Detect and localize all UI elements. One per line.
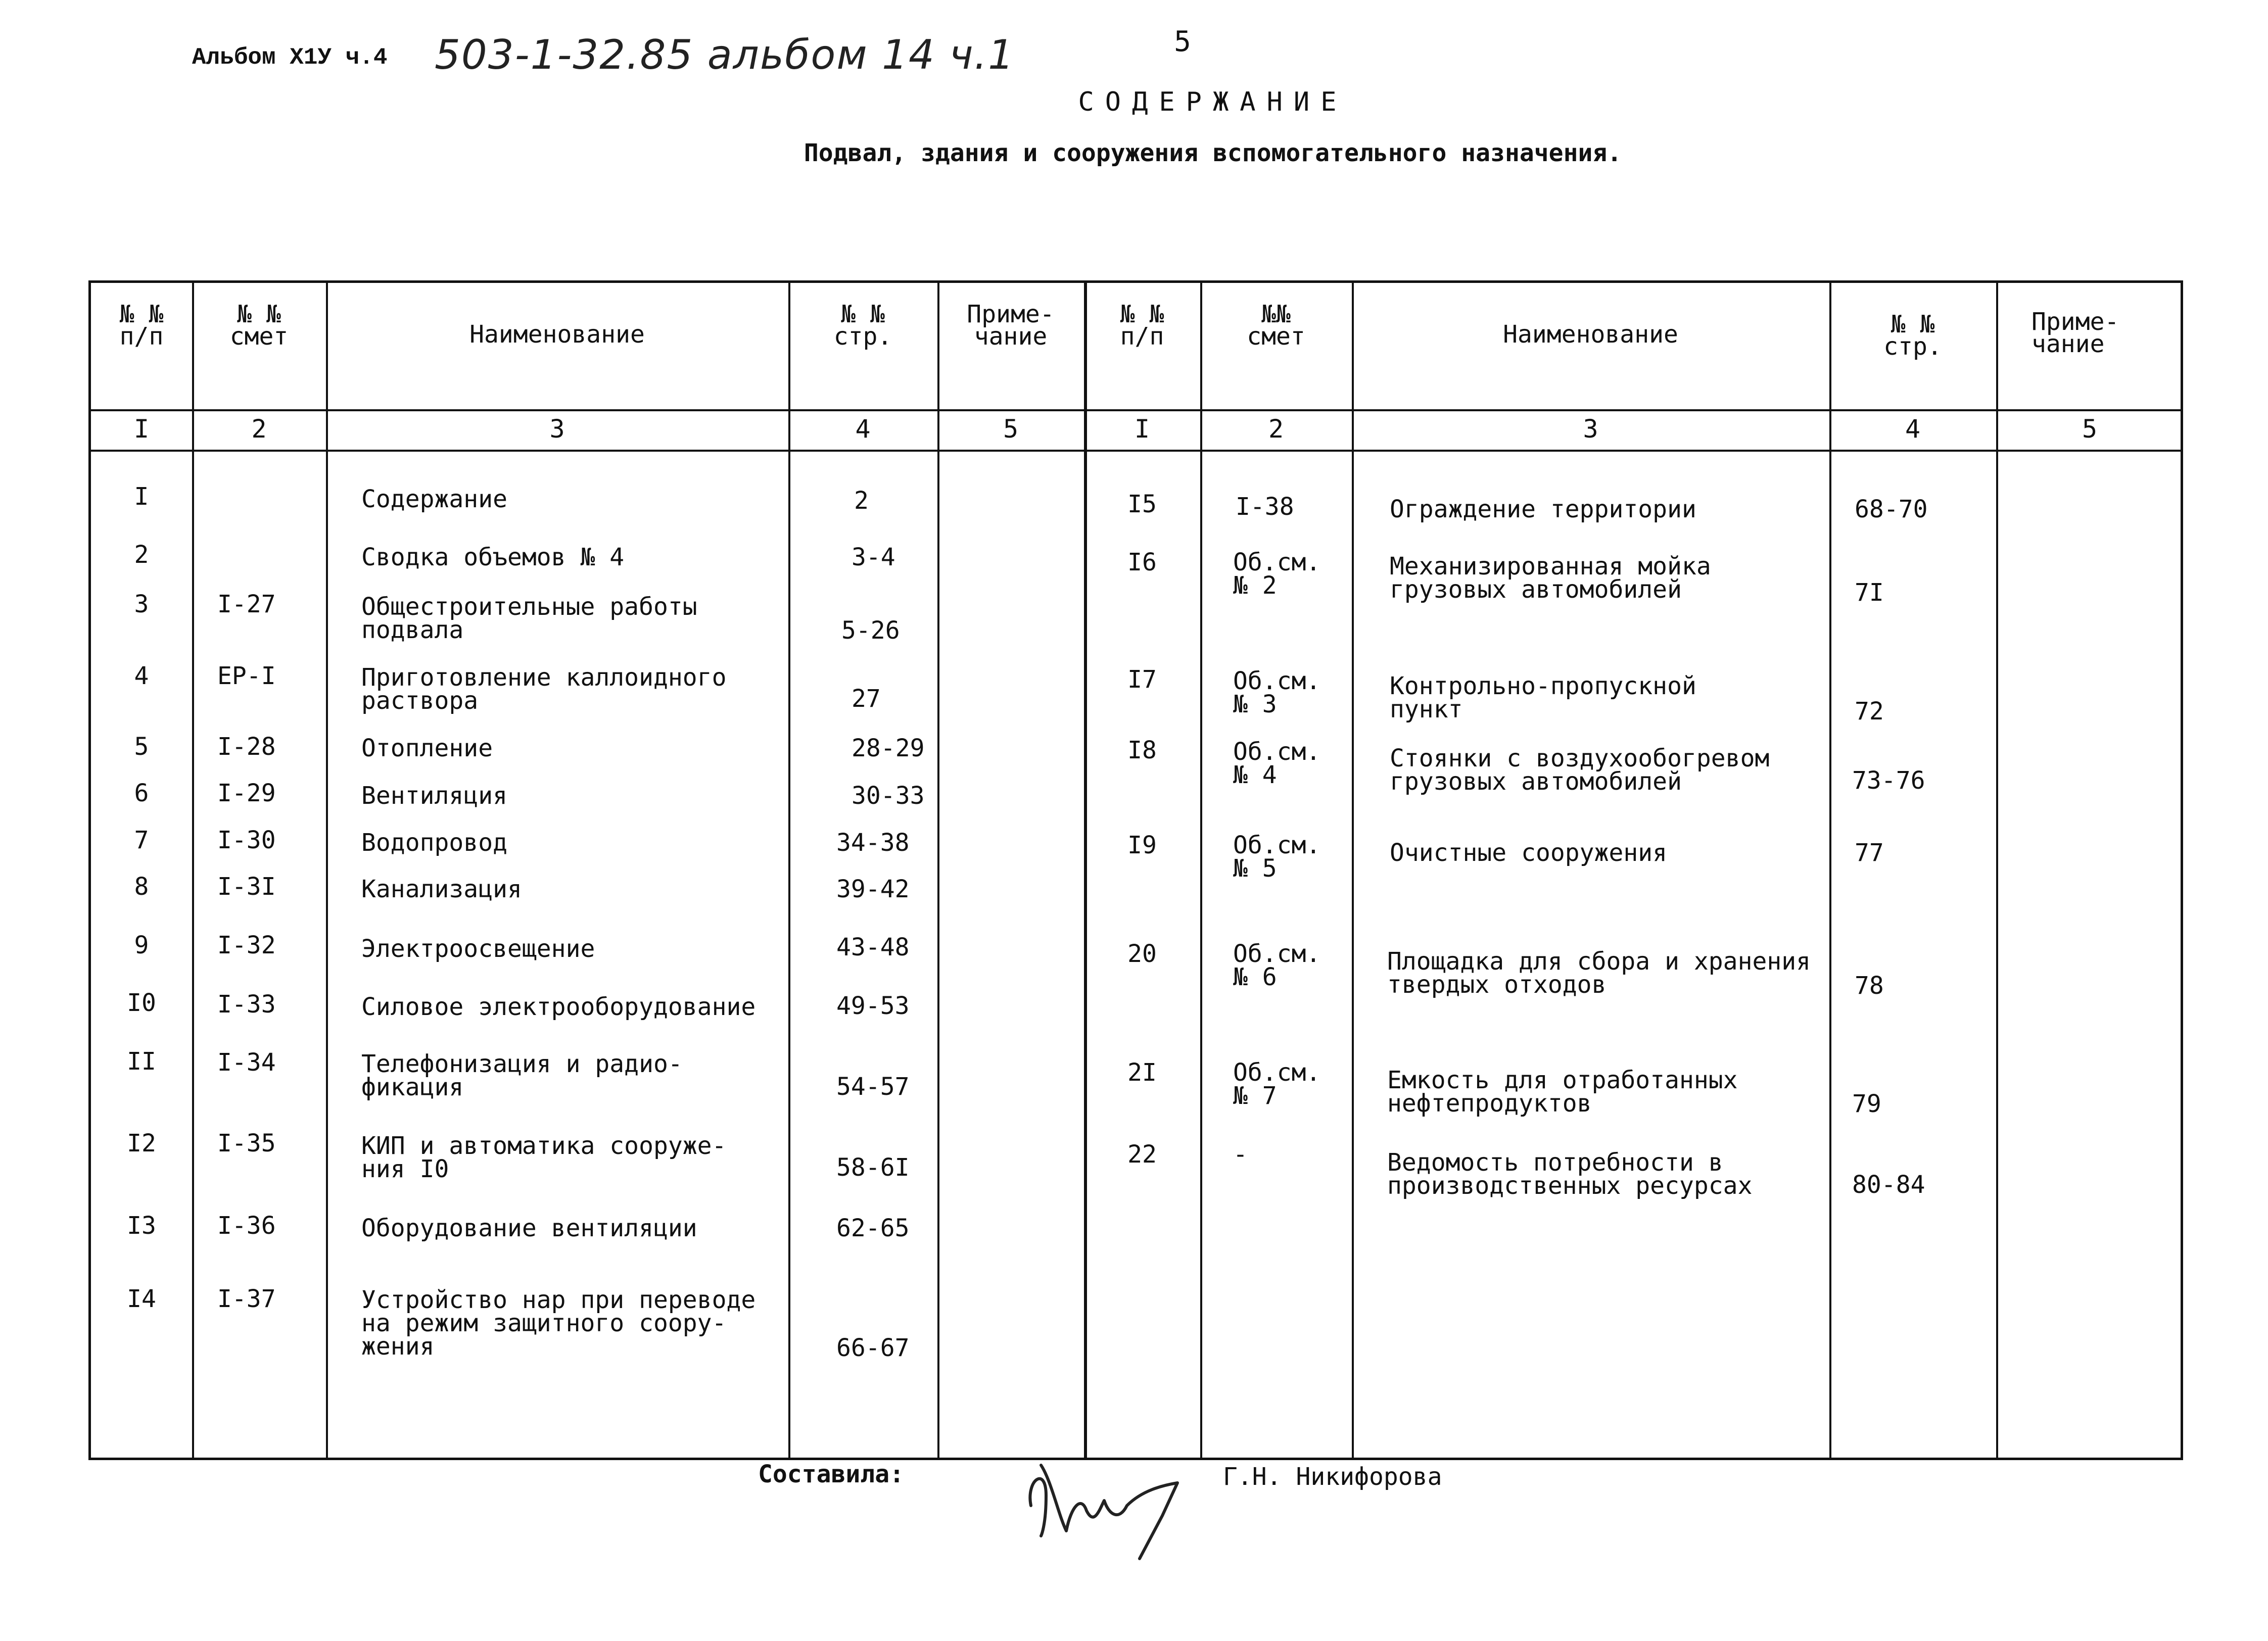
- right-row-name: Механизированная мойка грузовых автомобилей: [1390, 552, 1711, 604]
- right-row-smet: -: [1233, 1140, 1248, 1169]
- header-left-name: Наименование: [469, 320, 645, 349]
- album-reference: Альбом Х1У ч.4: [192, 44, 388, 71]
- left-row-pages: 54-57: [836, 1073, 910, 1101]
- left-row-name: Оборудование вентиляции: [361, 1214, 697, 1242]
- left-row-smet: I-37: [217, 1285, 276, 1313]
- left-row-name: Отопление: [361, 734, 493, 762]
- left-row-name: Содержание: [361, 485, 507, 513]
- compiler-name: Г.Н. Никифорова: [1223, 1463, 1442, 1491]
- left-row-smet: I-29: [217, 779, 276, 807]
- left-row-pages: 58-6I: [836, 1153, 910, 1182]
- left-row-num: I4: [127, 1285, 156, 1313]
- left-row-smet: I-36: [217, 1212, 276, 1240]
- left-row-pages: 62-65: [836, 1214, 910, 1242]
- left-row-num: I: [134, 482, 149, 511]
- left-row-num: I0: [127, 989, 156, 1017]
- left-row-num: 2: [134, 541, 149, 569]
- left-row-name: КИП и автоматика сооруже- ния I0: [361, 1132, 727, 1183]
- column-number: 3: [549, 414, 565, 444]
- right-row-smet: I-38: [1236, 493, 1294, 521]
- right-row-pages: 78: [1855, 972, 1884, 1000]
- header-left-smet: № № смет: [229, 300, 289, 351]
- right-row-smet: Об.см. № 5: [1233, 831, 1321, 883]
- left-row-smet: I-32: [217, 931, 276, 959]
- left-row-name: Водопровод: [361, 829, 507, 857]
- left-row-smet: I-33: [217, 990, 276, 1019]
- left-row-num: 5: [134, 733, 149, 761]
- header-right-note: Приме- чание: [2031, 308, 2119, 358]
- left-row-smet: I-34: [217, 1048, 276, 1077]
- right-row-smet: Об.см. № 2: [1233, 548, 1321, 600]
- column-number: 2: [1268, 414, 1284, 444]
- header-left-note: Приме- чание: [967, 300, 1055, 351]
- left-row-num: II: [127, 1047, 156, 1076]
- right-row-smet: Об.см. № 4: [1233, 738, 1321, 789]
- left-row-num: 6: [134, 779, 149, 807]
- left-row-num: I3: [127, 1212, 156, 1240]
- compiled-by-label: Составила:: [758, 1460, 904, 1488]
- right-row-num: 22: [1127, 1140, 1157, 1169]
- left-row-name: Сводка объемов № 4: [361, 543, 625, 571]
- right-row-num: I9: [1127, 831, 1157, 859]
- left-row-name: Приготовление каллоидного раствора: [361, 663, 727, 715]
- left-row-name: Силовое электрооборудование: [361, 993, 756, 1021]
- right-row-name: Контрольно-пропускной пункт: [1390, 672, 1696, 723]
- handwritten-reference: 503-1-32.85 альбом 14 ч.1: [435, 31, 1015, 78]
- right-row-smet: Об.см. № 7: [1233, 1058, 1321, 1110]
- left-row-pages: 66-67: [836, 1334, 910, 1362]
- document-subtitle: Подвал, здания и сооружения вспомогательного назначения.: [804, 139, 1622, 167]
- column-number: 3: [1583, 414, 1598, 444]
- header-right-pages: № № стр.: [1883, 310, 1942, 361]
- right-row-name: Ведомость потребности в производственных ресурсах: [1387, 1148, 1753, 1200]
- left-row-num: I2: [127, 1129, 156, 1157]
- right-row-smet: Об.см. № 6: [1233, 940, 1321, 991]
- right-row-pages: 77: [1855, 839, 1884, 867]
- right-row-name: Емкость для отработанных нефтепродуктов: [1387, 1066, 1738, 1118]
- right-row-pages: 68-70: [1855, 495, 1928, 523]
- left-row-pages: 39-42: [836, 875, 910, 903]
- column-number: 4: [855, 414, 871, 444]
- page-number: 5: [1174, 25, 1191, 58]
- right-row-pages: 7I: [1855, 578, 1884, 607]
- left-row-pages: 34-38: [836, 829, 910, 857]
- left-row-name: Электроосвещение: [361, 935, 595, 963]
- left-row-name: Устройство нар при переводе на режим защитного соору- жения: [361, 1286, 756, 1361]
- left-row-name: Телефонизация и радио- фикация: [361, 1050, 683, 1101]
- header-right-smet: №№ смет: [1247, 300, 1305, 351]
- left-row-pages: 43-48: [836, 933, 910, 961]
- right-row-num: I8: [1127, 736, 1157, 764]
- right-row-num: 2I: [1127, 1058, 1157, 1087]
- left-row-num: 9: [134, 931, 149, 959]
- left-row-num: 7: [134, 826, 149, 854]
- document-title: СОДЕРЖАНИЕ: [1078, 87, 1348, 117]
- right-row-pages: 72: [1855, 697, 1884, 726]
- signature: [1011, 1435, 1203, 1568]
- header-left-pages: № № стр.: [833, 300, 892, 351]
- left-row-pages: 3-4: [852, 543, 895, 571]
- right-row-pages: 80-84: [1852, 1171, 1925, 1199]
- header-right-num: № № п/п: [1120, 300, 1164, 351]
- left-row-pages: 5-26: [841, 616, 900, 645]
- right-row-num: I7: [1127, 665, 1157, 694]
- left-row-smet: I-35: [217, 1129, 276, 1157]
- right-row-name: Стоянки с воздухообогревом грузовых автомобилей: [1390, 744, 1770, 796]
- column-number: I: [1134, 414, 1150, 444]
- left-row-name: Вентиляция: [361, 782, 507, 810]
- left-row-pages: 49-53: [836, 992, 910, 1020]
- left-row-smet: I-30: [217, 826, 276, 854]
- left-row-smet: I-28: [217, 733, 276, 761]
- right-row-pages: 73-76: [1852, 766, 1925, 795]
- left-row-num: 4: [134, 662, 149, 690]
- right-row-name: Ограждение территории: [1390, 495, 1696, 523]
- left-row-pages: 30-33: [852, 782, 925, 810]
- contents-table: [88, 280, 2183, 1460]
- left-row-smet: I-3I: [217, 873, 276, 901]
- left-row-num: 8: [134, 873, 149, 901]
- left-row-smet: ЕР-I: [217, 662, 276, 690]
- column-number: 5: [1003, 414, 1019, 444]
- right-row-smet: Об.см. № 3: [1233, 667, 1321, 718]
- column-number: 2: [251, 414, 267, 444]
- header-right-name: Наименование: [1503, 320, 1678, 349]
- left-row-num: 3: [134, 590, 149, 618]
- right-row-num: I6: [1127, 548, 1157, 576]
- left-row-pages: 2: [854, 487, 869, 515]
- right-row-num: I5: [1127, 490, 1157, 518]
- right-row-pages: 79: [1852, 1090, 1881, 1118]
- header-left-num: № № п/п: [119, 300, 164, 351]
- left-row-pages: 28-29: [852, 734, 925, 762]
- right-row-name: Площадка для сбора и хранения твердых отходов: [1387, 947, 1811, 999]
- column-number: I: [133, 414, 150, 444]
- right-row-name: Очистные сооружения: [1390, 839, 1668, 867]
- right-row-num: 20: [1127, 940, 1157, 968]
- left-row-name: Общестроительные работы подвала: [361, 593, 697, 644]
- left-row-pages: 27: [852, 685, 881, 713]
- left-row-name: Канализация: [361, 875, 522, 903]
- column-number: 5: [2082, 414, 2098, 444]
- column-number: 4: [1905, 414, 1921, 444]
- left-row-smet: I-27: [217, 590, 276, 618]
